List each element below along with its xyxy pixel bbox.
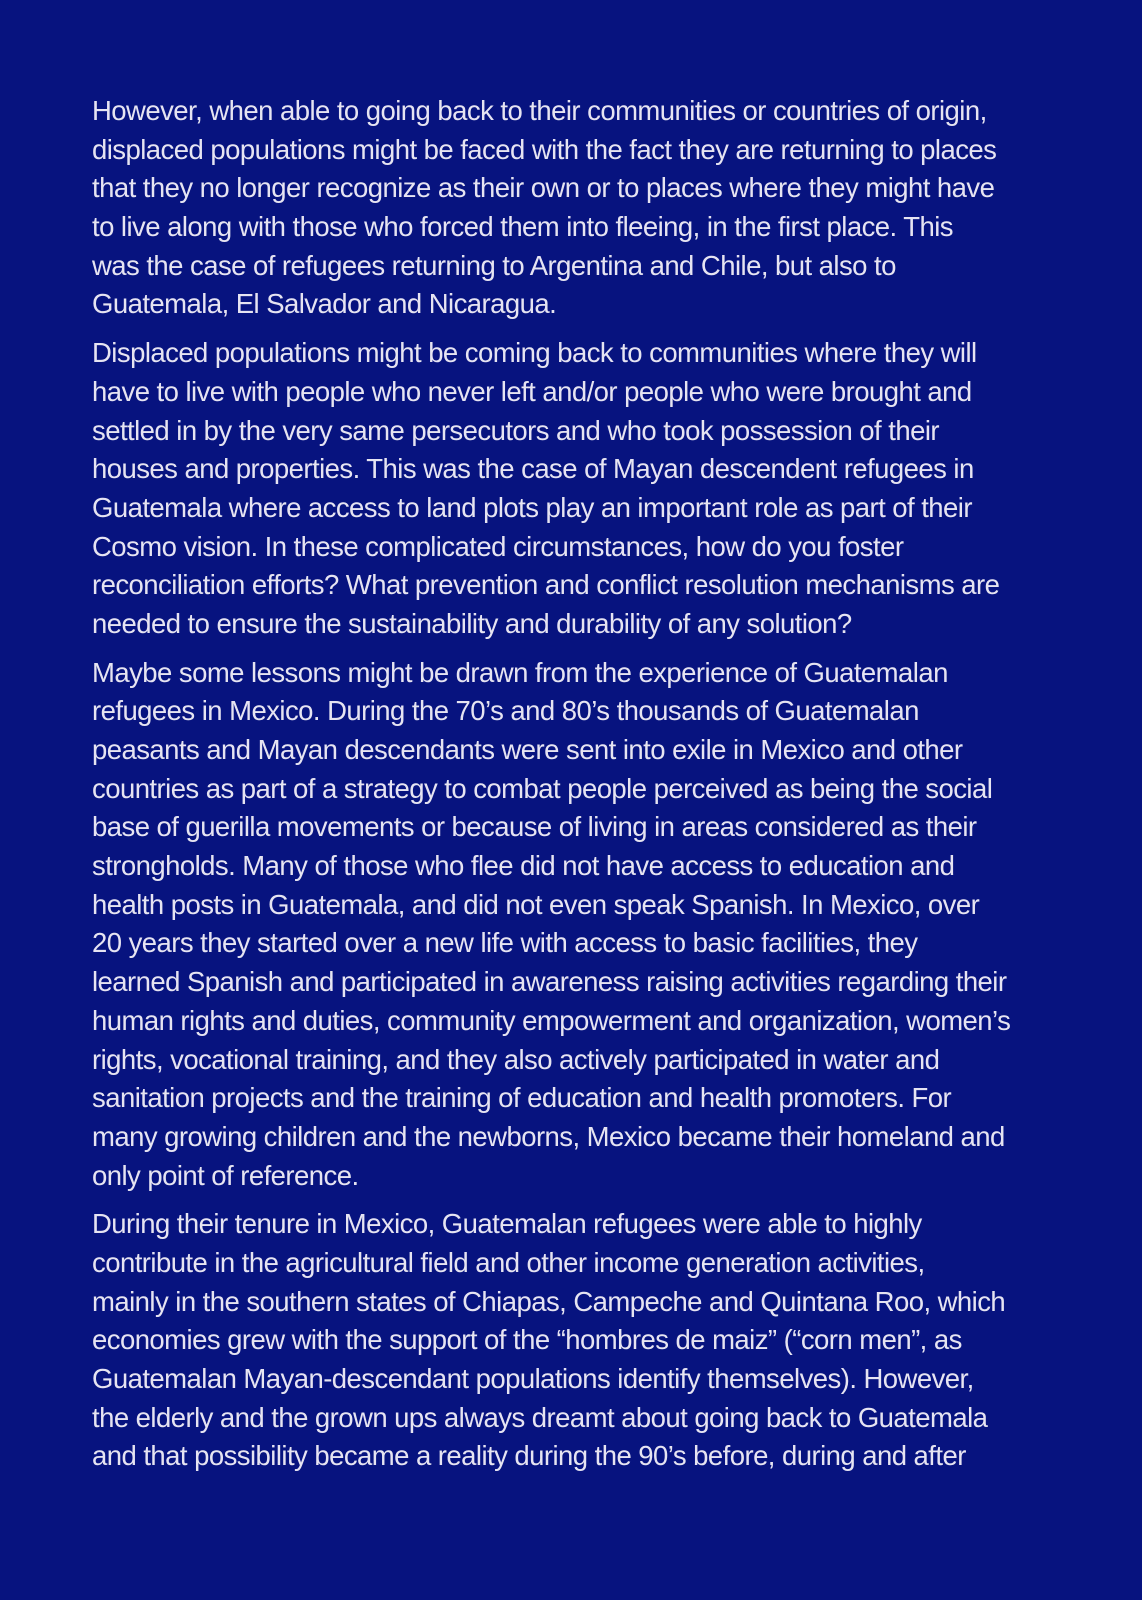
text-line: have to live with people who never left and/or people who were brought and [92,375,972,407]
text-line: Guatemalan Mayan-descendant populations identify themselves). However, [92,1363,974,1394]
text-line: that they no longer recognize as their own or to places where they might have [92,172,995,204]
text-line: Maybe some lessons might be drawn from the experience of Guatemalan [92,656,948,688]
text-line: to live along with those who forced them into fleeing, in the first place. This [92,211,953,243]
text-line: health posts in Guatemala, and did not even speak Spanish. In Mexico, over [92,888,980,920]
text-line: contribute in the agricultural field and other income generation activities, [92,1246,925,1278]
text-line: peasants and Mayan descendants were sent into exile in Mexico and other [92,734,963,765]
text-line: 20 years they started over a new life with access to basic facilities, they [92,927,918,959]
text-line: rights, vocational training, and they also actively participated in water and [92,1043,940,1075]
text-line: During their tenure in Mexico, Guatemalan refugees were able to highly [92,1208,922,1240]
text-line: Guatemala, El Salvador and Nicaragua. [92,288,557,320]
text-line: sanitation projects and the training of education and health promoters. For [92,1082,952,1114]
text-line: many growing children and the newborns, Mexico became their homeland and [92,1120,1005,1152]
text-line: economies grew with the support of the “hombres de maiz” (“corn men”, as [92,1324,962,1356]
text-line: displaced populations might be faced with the fact they are returning to places [92,133,997,165]
text-line: the elderly and the grown ups always dreamt about going back to Guatemala [92,1401,988,1433]
text-line: Guatemala where access to land plots play an important role as part of their [92,491,972,523]
text-line: base of guerilla movements or because of living in areas considered as their [92,811,977,843]
text-line: only point of reference. [92,1159,359,1191]
text-line: was the case of refugees returning to Argentina and Chile, but also to [92,249,896,281]
text-line: However, when able to going back to their communities or countries of origin, [92,95,987,126]
paragraph-reconciliation [92,334,1070,644]
text-line: needed to ensure the sustainability and durability of any solution? [92,607,852,639]
text-line: reconciliation efforts? What prevention and conflict resolution mechanisms are [92,569,1000,601]
text-line: Displaced populations might be coming back to communities where they will [92,337,977,369]
text-line: mainly in the southern states of Chiapas, Campeche and Quintana Roo, which [92,1285,1006,1317]
paragraph-return-challenges [92,92,1070,324]
text-line: countries as part of a strategy to combat people perceived as being the social [92,772,993,804]
text-line: human rights and duties, community empowerment and organization, women’s [92,1004,1011,1036]
text-line: learned Spanish and participated in awareness raising activities regarding their [92,966,1007,998]
text-line: and that possibility became a reality during the 90’s before, during and after [92,1440,966,1472]
text-line: houses and properties. This was the case of Mayan descendent refugees in [92,453,974,485]
paragraph-guatemalan-refugees-in-mexico [92,654,1070,1196]
text-line: Cosmo vision. In these complicated circumstances, how do you foster [92,530,904,562]
text-line: refugees in Mexico. During the 70’s and 80’s thousands of Guatemalan [92,695,919,727]
paragraph-tenure-in-mexico [92,1205,1070,1476]
text-line: strongholds. Many of those who flee did not have access to education and [92,850,955,882]
body-text [92,92,1070,1486]
text-line: settled in by the very same persecutors and who took possession of their [92,414,939,446]
